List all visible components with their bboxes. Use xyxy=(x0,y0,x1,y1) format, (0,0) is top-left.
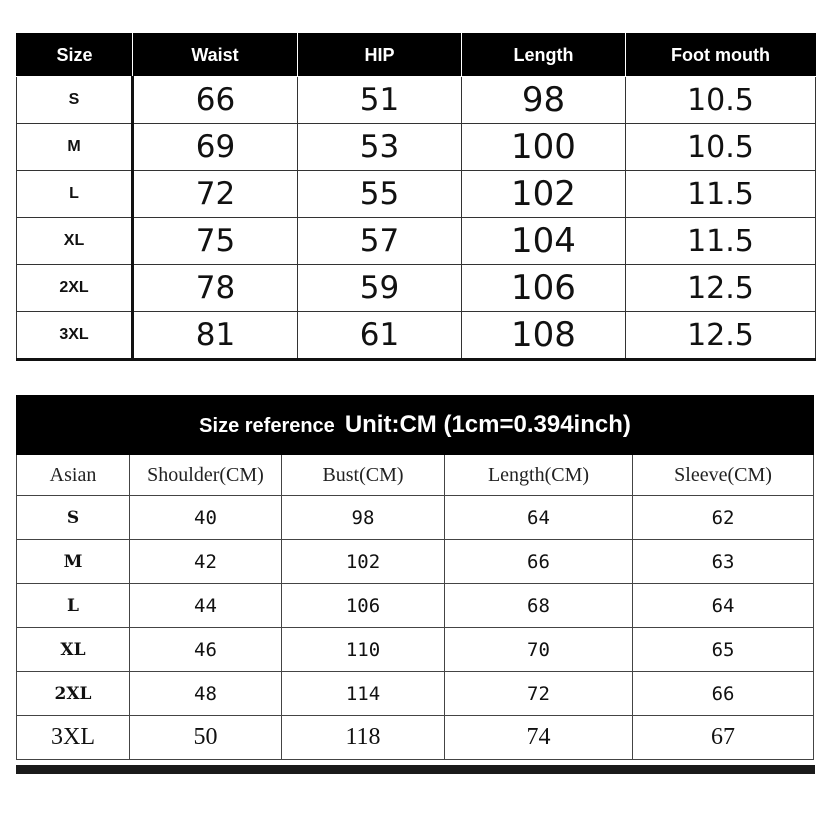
hip-cell: 55 xyxy=(298,171,462,218)
waist-cell: 78 xyxy=(133,265,298,312)
title-unit: Unit:CM (1cm=0.394inch) xyxy=(344,411,631,438)
size-cell: 2XL xyxy=(17,265,133,312)
col-header-length: Length xyxy=(462,34,626,77)
shoulder-cell: 42 xyxy=(130,540,282,584)
size-cell: S xyxy=(17,496,130,540)
title-main: Size reference xyxy=(199,415,335,437)
foot-mouth-cell: 12.5 xyxy=(626,312,816,360)
length-cell: 102 xyxy=(462,171,626,218)
size-cell: 3XL xyxy=(17,716,130,760)
sleeve-cell: 65 xyxy=(633,628,814,672)
table-row xyxy=(17,496,814,540)
table-row xyxy=(17,716,814,760)
table-row xyxy=(17,628,814,672)
sleeve-cell: 67 xyxy=(633,716,814,760)
bust-cell: 102 xyxy=(282,540,445,584)
shoulder-cell: 46 xyxy=(130,628,282,672)
col-header-foot-mouth: Foot mouth xyxy=(626,34,816,77)
sleeve-cell: 62 xyxy=(633,496,814,540)
length-cell: 106 xyxy=(462,265,626,312)
size-cell: M xyxy=(17,540,130,584)
col-header-size: Size xyxy=(17,34,133,77)
table-row xyxy=(17,584,814,628)
foot-mouth-cell: 10.5 xyxy=(626,77,816,124)
size-reference-title xyxy=(17,396,814,455)
col-header-asian: Asian xyxy=(17,455,130,496)
length-cell: 74 xyxy=(445,716,633,760)
table-row xyxy=(17,265,816,312)
hip-cell: 57 xyxy=(298,218,462,265)
length-cell: 108 xyxy=(462,312,626,360)
col-header-waist: Waist xyxy=(133,34,298,77)
foot-mouth-cell: 12.5 xyxy=(626,265,816,312)
shoulder-cell: 48 xyxy=(130,672,282,716)
waist-cell: 75 xyxy=(133,218,298,265)
foot-mouth-cell: 11.5 xyxy=(626,218,816,265)
title-row xyxy=(17,396,814,455)
col-header-shoulder: Shoulder(CM) xyxy=(130,455,282,496)
hip-cell: 51 xyxy=(298,77,462,124)
table-row xyxy=(17,124,816,171)
table-row xyxy=(17,218,816,265)
bust-cell: 106 xyxy=(282,584,445,628)
bust-cell: 98 xyxy=(282,496,445,540)
length-cell: 66 xyxy=(445,540,633,584)
col-header-sleeve: Sleeve(CM) xyxy=(633,455,814,496)
hip-cell: 59 xyxy=(298,265,462,312)
table-row xyxy=(17,312,816,360)
size-cell: 3XL xyxy=(17,312,133,360)
size-cell: XL xyxy=(17,628,130,672)
bust-cell: 118 xyxy=(282,716,445,760)
size-cell: 2XL xyxy=(17,672,130,716)
size-cell: XL xyxy=(17,218,133,265)
bust-cell: 110 xyxy=(282,628,445,672)
length-cell: 98 xyxy=(462,77,626,124)
hip-cell: 61 xyxy=(298,312,462,360)
length-cell: 72 xyxy=(445,672,633,716)
length-cell: 100 xyxy=(462,124,626,171)
pants-header-row xyxy=(17,34,816,77)
table-row xyxy=(17,672,814,716)
foot-mouth-cell: 10.5 xyxy=(626,124,816,171)
table-row xyxy=(17,171,816,218)
sleeve-cell: 66 xyxy=(633,672,814,716)
size-cell: S xyxy=(17,77,133,124)
table-row xyxy=(17,77,816,124)
waist-cell: 66 xyxy=(133,77,298,124)
waist-cell: 72 xyxy=(133,171,298,218)
table-row xyxy=(17,540,814,584)
length-cell: 64 xyxy=(445,496,633,540)
foot-mouth-cell: 11.5 xyxy=(626,171,816,218)
col-header-bust: Bust(CM) xyxy=(282,455,445,496)
size-cell: L xyxy=(17,171,133,218)
col-header-hip: HIP xyxy=(298,34,462,77)
waist-cell: 81 xyxy=(133,312,298,360)
shoulder-cell: 50 xyxy=(130,716,282,760)
pants-size-table xyxy=(16,33,816,361)
tops-header-row xyxy=(17,455,814,496)
sleeve-cell: 63 xyxy=(633,540,814,584)
bust-cell: 114 xyxy=(282,672,445,716)
length-cell: 68 xyxy=(445,584,633,628)
bottom-divider-bar xyxy=(16,765,815,774)
waist-cell: 69 xyxy=(133,124,298,171)
size-cell: M xyxy=(17,124,133,171)
length-cell: 70 xyxy=(445,628,633,672)
tops-size-table xyxy=(16,395,814,760)
length-cell: 104 xyxy=(462,218,626,265)
shoulder-cell: 44 xyxy=(130,584,282,628)
size-cell: L xyxy=(17,584,130,628)
hip-cell: 53 xyxy=(298,124,462,171)
sleeve-cell: 64 xyxy=(633,584,814,628)
col-header-length: Length(CM) xyxy=(445,455,633,496)
shoulder-cell: 40 xyxy=(130,496,282,540)
